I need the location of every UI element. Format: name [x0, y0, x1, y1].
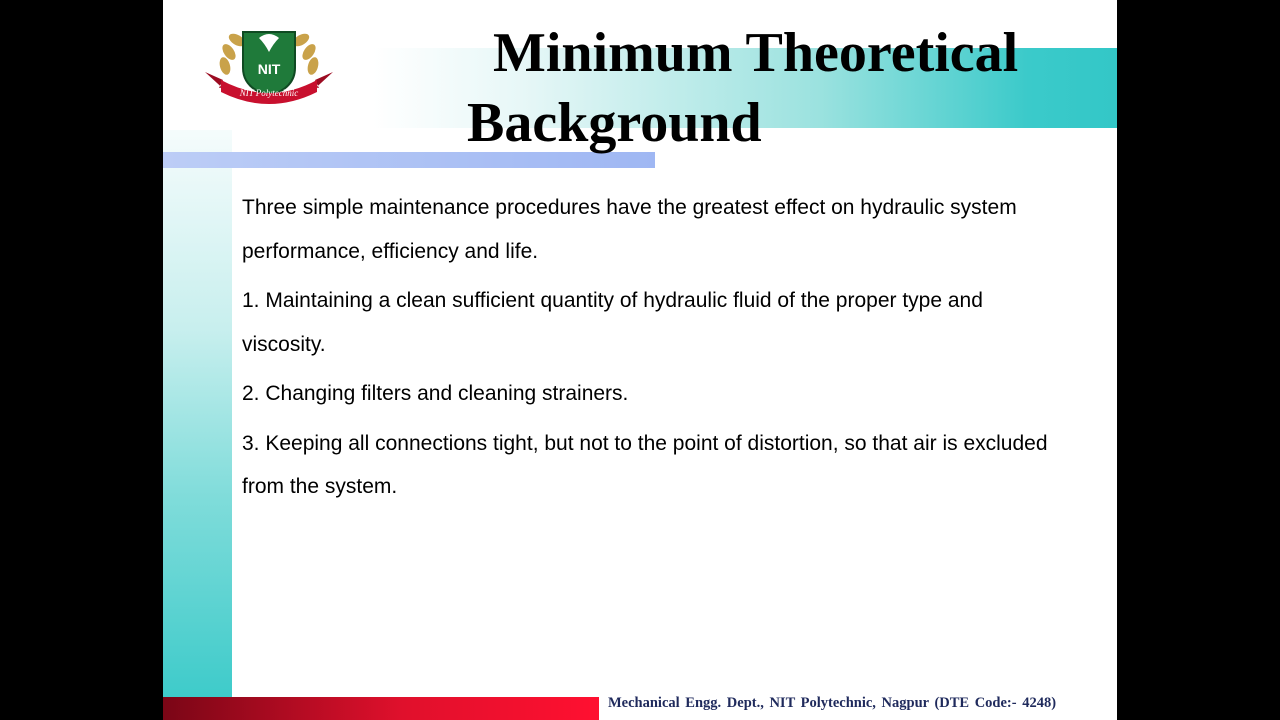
- slide-title: [467, 18, 1073, 158]
- footer-red-bar: [163, 697, 599, 720]
- body-paragraph-2: 2. Changing filters and cleaning strainers.: [242, 382, 629, 405]
- nit-polytechnic-logo: [199, 22, 339, 108]
- body-paragraph-1: 1. Maintaining a clean sufficient quantity of hydraulic fluid of the proper type and viscosity.: [242, 289, 983, 356]
- left-teal-bar: [163, 130, 232, 697]
- body-paragraph-3: 3. Keeping all connections tight, but not to the point of distortion, so that air is excluded from the system.: [242, 431, 1048, 498]
- slide: [163, 0, 1117, 720]
- slide-footer: Mechanical Engg. Dept., NIT Polytechnic, Nagpur (DTE Code:- 4248): [608, 695, 1057, 711]
- slide-body: [242, 186, 1062, 515]
- logo-emblem-text: NIT: [257, 61, 281, 77]
- title-line-2: Background: [467, 92, 762, 154]
- logo-ribbon-text: NIT Polytechnic: [239, 88, 299, 98]
- body-paragraph-intro: Three simple maintenance procedures have the greatest effect on hydraulic system performance, efficiency and life.: [242, 196, 1017, 263]
- title-line-1: Minimum Theoretical: [493, 22, 1019, 84]
